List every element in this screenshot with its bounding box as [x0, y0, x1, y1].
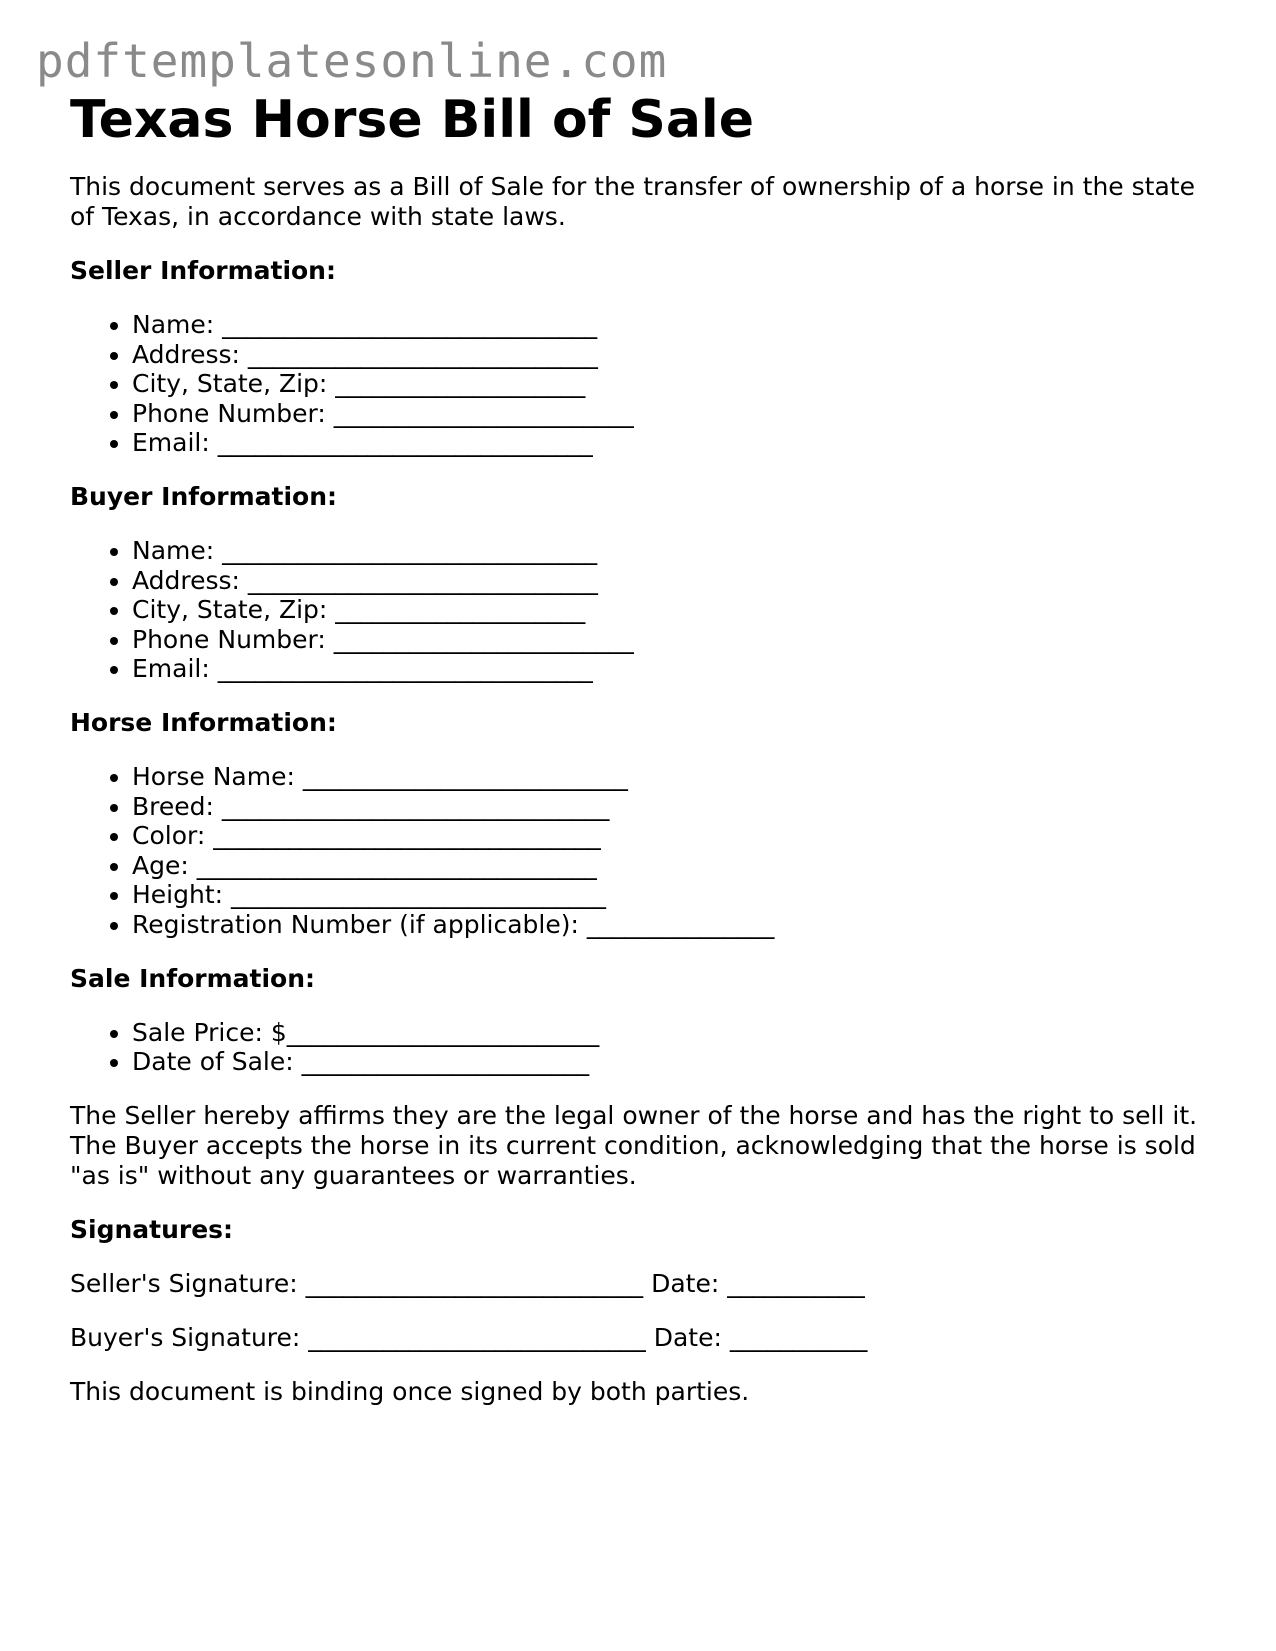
- seller-signature-line: Seller's Signature: ___________________________ Date: ___________: [70, 1268, 865, 1298]
- affirmation-paragraph: The Seller hereby affirms they are the legal owner of the horse and has the right to sell it. The Buyer accepts the horse in its current condition, acknowledging that the horse is sold "as is" without any guarantees or warranties.: [70, 1100, 1198, 1190]
- signatures-heading: Signatures:: [70, 1214, 234, 1244]
- document-body: [70, 88, 1220, 1407]
- closing-statement: This document is binding once signed by both parties.: [70, 1376, 750, 1406]
- seller-address-field: • Address: ____________________________: [132, 340, 1220, 370]
- buyer-email-field: • Email: ______________________________: [132, 654, 1220, 684]
- sale-heading: Sale Information:: [70, 963, 315, 993]
- sale-price-field: • Sale Price: $_________________________: [132, 1018, 1220, 1048]
- buyer-phone-field: • Phone Number: ________________________: [132, 625, 1220, 655]
- buyer-address-field: • Address: ____________________________: [132, 566, 1220, 596]
- seller-name-field: • Name: ______________________________: [132, 310, 1220, 340]
- sale-date-field: • Date of Sale: _______________________: [132, 1047, 1220, 1077]
- horse-color-field: • Color: _______________________________: [132, 821, 1220, 851]
- seller-email-field: • Email: ______________________________: [132, 428, 1220, 458]
- horse-height-field: • Height: ______________________________: [132, 880, 1220, 910]
- buyer-city-state-zip-field: • City, State, Zip: ____________________: [132, 595, 1220, 625]
- seller-heading: Seller Information:: [70, 256, 336, 285]
- watermark: pdftemplatesonline.com: [36, 34, 668, 88]
- intro-paragraph: This document serves as a Bill of Sale for the transfer of ownership of a horse in the state of Texas, in accordance with state laws.: [70, 172, 1195, 231]
- buyer-heading: Buyer Information:: [70, 481, 338, 511]
- horse-breed-field: • Breed: _______________________________: [132, 792, 1220, 822]
- sale-fields-list: [70, 1018, 1220, 1077]
- buyer-fields-list: [70, 536, 1220, 684]
- buyer-signature-line: Buyer's Signature: ___________________________ Date: ___________: [70, 1322, 868, 1352]
- horse-age-field: • Age: ________________________________: [132, 851, 1220, 881]
- horse-name-field: • Horse Name: __________________________: [132, 762, 1220, 792]
- buyer-name-field: • Name: ______________________________: [132, 536, 1220, 566]
- horse-fields-list: [70, 762, 1220, 940]
- horse-heading: Horse Information:: [70, 707, 337, 737]
- seller-fields-list: [70, 310, 1220, 458]
- horse-registration-field: • Registration Number (if applicable): _______________: [132, 910, 1220, 940]
- seller-city-state-zip-field: • City, State, Zip: ____________________: [132, 369, 1220, 399]
- seller-phone-field: • Phone Number: ________________________: [132, 399, 1220, 429]
- document-title: Texas Horse Bill of Sale: [70, 90, 755, 150]
